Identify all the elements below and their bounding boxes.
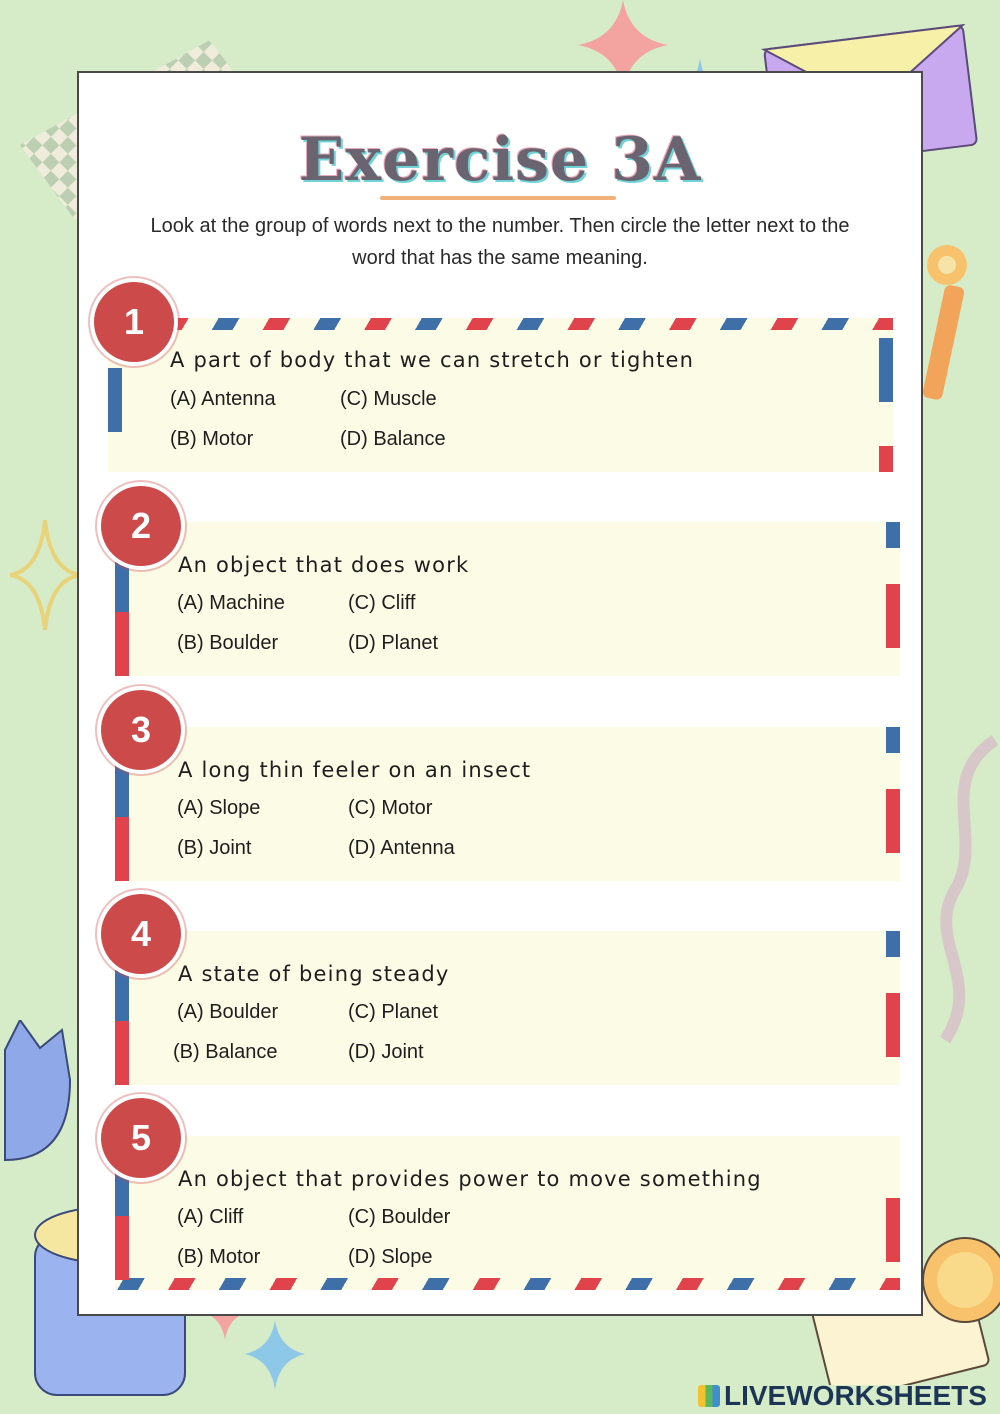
option-b[interactable]: (B) Motor [177, 1246, 261, 1268]
question-number-badge: 1 [94, 282, 174, 362]
airmail-stripe [108, 318, 893, 330]
airmail-side-stripe [115, 817, 129, 881]
airmail-side-stripe [886, 522, 900, 548]
cat-sticker-decoration [0, 1020, 80, 1170]
airmail-side-stripe [879, 446, 893, 472]
instructions-text: Look at the group of words next to the number. Then circle the letter next to the word that has the same meaning. [150, 215, 850, 269]
question-prompt: An object that provides power to move something [178, 1167, 762, 1191]
question-prompt: A part of body that we can stretch or tighten [170, 348, 695, 372]
airmail-stripe [115, 1278, 900, 1290]
option-c[interactable]: (C) Boulder [348, 1206, 451, 1228]
option-c[interactable]: (C) Planet [348, 1001, 439, 1023]
option-a[interactable]: (A) Slope [177, 797, 261, 819]
option-a[interactable]: (A) Machine [177, 592, 285, 614]
option-a[interactable]: (A) Boulder [177, 1001, 279, 1023]
option-d[interactable]: (D) Planet [348, 632, 439, 654]
yellow-star-sparkle-icon [10, 520, 80, 630]
page-title: Exercise 3A [298, 125, 702, 195]
airmail-side-stripe [115, 1216, 129, 1280]
liveworksheets-mark-icon [698, 1385, 720, 1407]
airmail-side-stripe [886, 993, 900, 1057]
question-number-badge: 5 [101, 1098, 181, 1178]
airmail-side-stripe [886, 584, 900, 648]
option-b[interactable]: (B) Motor [170, 428, 254, 450]
option-d[interactable]: (D) Joint [348, 1041, 424, 1063]
question-prompt: An object that does work [178, 553, 470, 577]
option-a[interactable]: (A) Cliff [177, 1206, 244, 1228]
question-prompt: A long thin feeler on an insect [178, 758, 532, 782]
option-c[interactable]: (C) Motor [348, 797, 433, 819]
airmail-side-stripe [115, 1021, 129, 1085]
option-a[interactable]: (A) Antenna [170, 388, 276, 410]
option-c[interactable]: (C) Muscle [340, 388, 437, 410]
swirl-decoration [915, 720, 1000, 1060]
liveworksheets-logo[interactable] [698, 1380, 987, 1412]
airmail-side-stripe [115, 612, 129, 676]
option-b[interactable]: (B) Balance [173, 1041, 278, 1063]
airmail-side-stripe [886, 727, 900, 753]
option-d[interactable]: (D) Slope [348, 1246, 433, 1268]
option-b[interactable]: (B) Boulder [177, 632, 279, 654]
airmail-side-stripe [879, 338, 893, 402]
option-d[interactable]: (D) Balance [340, 428, 446, 450]
question-number-badge: 2 [101, 486, 181, 566]
airmail-side-stripe [108, 368, 122, 432]
airmail-side-stripe [886, 1198, 900, 1262]
question-prompt: A state of being steady [178, 962, 450, 986]
option-b[interactable]: (B) Joint [177, 837, 252, 859]
option-c[interactable]: (C) Cliff [348, 592, 416, 614]
question-number-badge: 3 [101, 690, 181, 770]
airmail-side-stripe [886, 931, 900, 957]
option-d[interactable]: (D) Antenna [348, 837, 455, 859]
liveworksheets-brand-text: LIVEWORKSHEETS [724, 1380, 987, 1411]
title-underline [380, 196, 616, 200]
airmail-side-stripe [886, 789, 900, 853]
question-number-badge: 4 [101, 894, 181, 974]
